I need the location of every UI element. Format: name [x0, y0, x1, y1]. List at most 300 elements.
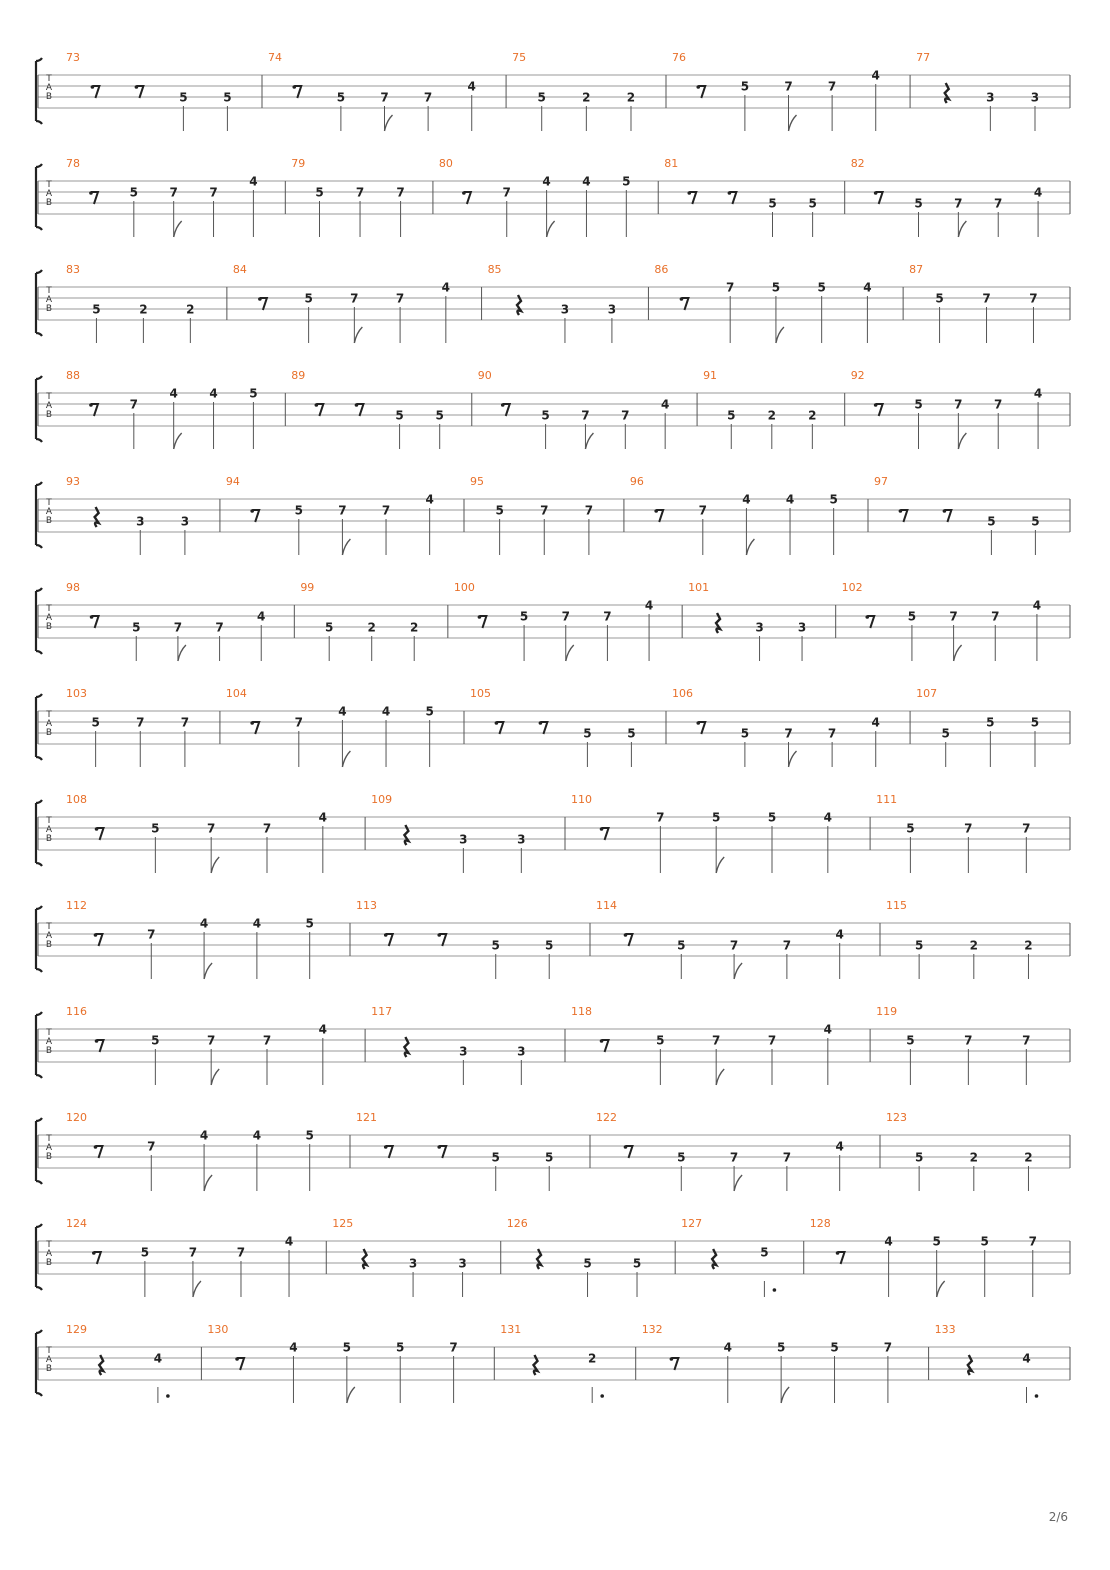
fret-number: 5 [808, 196, 817, 211]
fret-number: 4 [871, 715, 880, 730]
fret-number: 4 [582, 174, 591, 189]
fret-number: 2 [969, 938, 978, 953]
tab-clef-letter: A [45, 1355, 53, 1365]
fret-number: 5 [294, 503, 303, 518]
measure-number: 87 [909, 263, 924, 276]
fret-number: 7 [136, 715, 145, 730]
fret-number: 3 [459, 1044, 468, 1059]
fret-number: 5 [907, 609, 917, 624]
tab-clef-letter: T [46, 604, 52, 614]
fret-number: 5 [914, 397, 923, 412]
eighth-flag [547, 221, 555, 237]
fret-number: 5 [305, 1128, 314, 1143]
tab-clef-letter: B [45, 92, 53, 102]
fret-number: 4 [835, 1139, 844, 1154]
fret-number: 2 [969, 1150, 978, 1165]
eighth-rest-dot [654, 509, 658, 513]
fret-number: 3 [408, 1256, 418, 1271]
fret-number: 2 [582, 90, 591, 105]
eighth-flag [347, 1387, 355, 1403]
fret-number: 5 [830, 1340, 839, 1355]
eighth-flag [937, 1281, 945, 1297]
fret-number: 4 [257, 609, 266, 624]
eighth-rest-dot [91, 85, 95, 89]
fret-number: 7 [726, 280, 735, 295]
tab-clef-letter: T [46, 922, 52, 932]
system-bracket [36, 1012, 42, 1078]
fret-number: 7 [656, 810, 665, 825]
eighth-rest-dot [600, 827, 604, 831]
eighth-rest-dot [899, 509, 903, 513]
tab-clef-letter: T [46, 1134, 52, 1144]
fret-number: 5 [656, 1033, 665, 1048]
measure-number: 86 [654, 263, 669, 276]
fret-number: 5 [435, 408, 444, 423]
fret-number: 7 [380, 90, 389, 105]
measure-number: 133 [934, 1323, 956, 1336]
eighth-flag [776, 327, 784, 343]
tab-clef-letter: T [46, 816, 52, 826]
fret-number: 7 [262, 821, 272, 836]
fret-number: 4 [289, 1340, 298, 1355]
measure-number: 73 [66, 51, 80, 64]
fret-number: 7 [209, 185, 218, 200]
fret-number: 7 [423, 90, 433, 105]
fret-number: 5 [740, 79, 750, 94]
fret-number: 4 [884, 1234, 893, 1249]
fret-number: 5 [632, 1256, 642, 1271]
fret-number: 7 [350, 291, 359, 306]
fret-number: 5 [541, 408, 550, 423]
tab-clef-letter: A [45, 507, 53, 517]
fret-number: 7 [381, 503, 391, 518]
eighth-flag [954, 645, 962, 661]
measure-number: 122 [596, 1111, 617, 1124]
fret-number: 5 [829, 492, 838, 507]
measure-number: 118 [571, 1005, 592, 1018]
eighth-rest-dot [680, 297, 684, 301]
eighth-rest-dot [539, 721, 543, 725]
fret-number: 5 [817, 280, 826, 295]
eighth-flag [211, 1069, 219, 1085]
fret-number: 5 [677, 938, 686, 953]
eighth-flag [342, 751, 350, 767]
eighth-rest-dot [235, 1357, 239, 1361]
fret-number: 7 [396, 185, 405, 200]
eighth-flag [716, 857, 724, 873]
fret-number: 5 [1030, 715, 1040, 730]
fret-number: 5 [491, 938, 500, 953]
eighth-flag [585, 433, 593, 449]
tab-clef-letter: A [45, 401, 53, 411]
fret-number: 7 [1029, 291, 1038, 306]
fret-number: 4 [723, 1340, 732, 1355]
measure-number: 77 [916, 51, 931, 64]
tab-clef-letter: A [45, 295, 53, 305]
measure-number: 109 [371, 793, 393, 806]
measure-number: 99 [300, 581, 315, 594]
fret-number: 7 [964, 821, 973, 836]
fret-number: 7 [954, 196, 963, 211]
eighth-flag [354, 327, 362, 343]
fret-number: 5 [249, 386, 258, 401]
eighth-rest-dot [250, 721, 254, 725]
fret-number: 7 [964, 1033, 973, 1048]
tab-clef-letter: T [46, 1240, 52, 1250]
fret-number: 3 [458, 1256, 467, 1271]
measure-number: 92 [850, 369, 865, 382]
measure-number: 79 [291, 157, 306, 170]
fret-number: 3 [755, 620, 764, 635]
measure-number: 113 [356, 899, 377, 912]
fret-number: 5 [315, 185, 324, 200]
measure-number: 111 [876, 793, 898, 806]
eighth-flag [781, 1387, 789, 1403]
fret-number: 5 [304, 291, 313, 306]
fret-number: 7 [711, 1033, 721, 1048]
system-bracket [36, 588, 42, 654]
fret-number: 5 [914, 1150, 924, 1165]
measure-number: 108 [66, 793, 87, 806]
measure-number: 126 [506, 1217, 528, 1230]
eighth-rest-dot [478, 615, 482, 619]
tab-clef-letter: A [45, 1249, 53, 1259]
eighth-rest-dot [865, 615, 869, 619]
fret-number: 3 [136, 514, 145, 529]
eighth-flag [734, 1175, 742, 1191]
fret-number: 7 [729, 938, 739, 953]
measure-number: 116 [66, 1005, 87, 1018]
fret-number: 5 [491, 1150, 500, 1165]
fret-number: 5 [776, 1340, 786, 1355]
dotted-note-dot [1035, 1394, 1039, 1398]
fret-number: 5 [1031, 514, 1040, 529]
fret-number: 7 [782, 1150, 792, 1165]
fret-number: 5 [727, 408, 736, 423]
fret-number: 5 [906, 1033, 915, 1048]
system-bracket [36, 1330, 42, 1396]
tab-clef-letter: B [45, 1152, 53, 1162]
measure-number: 78 [66, 157, 80, 170]
tab-clef-letter: A [45, 189, 53, 199]
system-bracket [36, 800, 42, 866]
tab-clef-letter: T [46, 74, 52, 84]
eighth-rest-dot [624, 933, 628, 937]
fret-number: 7 [236, 1245, 246, 1260]
fret-number: 5 [132, 620, 141, 635]
fret-number: 5 [740, 726, 750, 741]
tab-clef-letter: T [46, 1346, 52, 1356]
fret-number: 5 [711, 810, 721, 825]
fret-number: 2 [588, 1351, 597, 1366]
eighth-flag [193, 1281, 201, 1297]
fret-number: 7 [827, 79, 837, 94]
fret-number: 7 [784, 79, 793, 94]
fret-number: 4 [318, 810, 328, 825]
fret-number: 7 [215, 620, 224, 635]
tab-clef-letter: T [46, 498, 52, 508]
fret-number: 7 [540, 503, 549, 518]
fret-number: 5 [760, 1245, 769, 1260]
tab-clef-letter: A [45, 825, 53, 835]
fret-number: 7 [1022, 1033, 1031, 1048]
fret-number: 4 [252, 1128, 262, 1143]
measure-number: 105 [470, 687, 491, 700]
measure-number: 98 [66, 581, 80, 594]
fret-number: 2 [139, 302, 148, 317]
fret-number: 3 [560, 302, 570, 317]
measure-number: 115 [886, 899, 907, 912]
eighth-flag [384, 115, 392, 131]
measure-number: 91 [703, 369, 718, 382]
measure-number: 96 [629, 475, 644, 488]
fret-number: 4 [441, 280, 451, 295]
eighth-rest-dot [250, 509, 254, 513]
dotted-note-dot [166, 1394, 170, 1398]
fret-number: 7 [262, 1033, 272, 1048]
fret-number: 7 [355, 185, 365, 200]
fret-number: 7 [767, 1033, 777, 1048]
fret-number: 4 [199, 916, 209, 931]
fret-number: 5 [151, 1033, 160, 1048]
eighth-flag [958, 433, 966, 449]
system-bracket [36, 58, 42, 124]
fret-number: 5 [914, 196, 923, 211]
fret-number: 7 [698, 503, 707, 518]
measure-number: 110 [571, 793, 592, 806]
measure-number: 83 [66, 263, 80, 276]
eighth-rest-dot [836, 1251, 840, 1255]
measure-number: 124 [66, 1217, 87, 1230]
measure-number: 81 [664, 157, 679, 170]
system-bracket [36, 1118, 42, 1184]
fret-number: 7 [502, 185, 511, 200]
measure-number: 102 [841, 581, 863, 594]
fret-number: 7 [338, 503, 347, 518]
fret-number: 7 [603, 609, 612, 624]
fret-number: 4 [425, 492, 434, 507]
eighth-rest-dot [943, 509, 947, 513]
measure-number: 104 [225, 687, 247, 700]
measure-number: 94 [225, 475, 240, 488]
measure-number: 132 [641, 1323, 663, 1336]
fret-number: 4 [823, 810, 833, 825]
fret-number: 4 [742, 492, 751, 507]
fret-number: 4 [338, 704, 347, 719]
eighth-flag [746, 539, 754, 555]
measure-number: 74 [268, 51, 282, 64]
eighth-rest-dot [89, 403, 93, 407]
fret-number: 5 [395, 408, 404, 423]
eighth-rest-dot [258, 297, 262, 301]
fret-number: 7 [147, 927, 156, 942]
fret-number: 5 [305, 916, 314, 931]
measure-number: 127 [681, 1217, 703, 1230]
measure-number: 119 [876, 1005, 898, 1018]
fret-number: 5 [622, 174, 631, 189]
measure-number: 114 [596, 899, 617, 912]
fret-number: 4 [660, 397, 670, 412]
fret-number: 7 [994, 196, 1003, 211]
eighth-rest-dot [728, 191, 732, 195]
eighth-rest-dot [696, 721, 700, 725]
measure-number: 75 [512, 51, 527, 64]
fret-number: 3 [607, 302, 617, 317]
dotted-note-dot [600, 1394, 604, 1398]
eighth-rest-dot [384, 933, 388, 937]
eighth-rest-dot [92, 1251, 96, 1255]
fret-number: 4 [381, 704, 391, 719]
fret-number: 5 [935, 291, 944, 306]
fret-number: 4 [1022, 1351, 1031, 1366]
fret-number: 4 [284, 1234, 294, 1249]
fret-number: 4 [835, 927, 844, 942]
eighth-rest-dot [94, 1145, 98, 1149]
eighth-rest-dot [462, 191, 466, 195]
fret-number: 4 [1032, 598, 1042, 613]
fret-number: 5 [980, 1234, 989, 1249]
measure-number: 100 [453, 581, 475, 594]
measure-number: 128 [809, 1217, 831, 1230]
measure-number: 85 [487, 263, 502, 276]
measure-number: 82 [850, 157, 865, 170]
measure-number: 103 [66, 687, 87, 700]
fret-number: 7 [147, 1139, 156, 1154]
eighth-rest-dot [687, 191, 691, 195]
tab-clef-letter: B [45, 516, 53, 526]
eighth-rest-dot [437, 933, 441, 937]
fret-number: 5 [941, 726, 950, 741]
system-bracket [36, 694, 42, 760]
tab-clef-letter: B [45, 1258, 53, 1268]
fret-number: 5 [932, 1234, 941, 1249]
eighth-flag [566, 645, 574, 661]
fret-number: 4 [318, 1022, 328, 1037]
fret-number: 4 [1033, 386, 1043, 401]
eighth-flag [958, 221, 966, 237]
measure-number: 107 [916, 687, 938, 700]
fret-number: 7 [449, 1340, 458, 1355]
fret-number: 5 [767, 810, 777, 825]
fret-number: 2 [186, 302, 195, 317]
eighth-rest-dot [600, 1039, 604, 1043]
fret-number: 7 [994, 397, 1003, 412]
fret-number: 5 [677, 1150, 686, 1165]
eighth-rest-dot [135, 85, 139, 89]
eighth-flag [178, 645, 186, 661]
fret-number: 7 [782, 938, 792, 953]
fret-number: 5 [771, 280, 781, 295]
fret-number: 7 [180, 715, 190, 730]
fret-number: 7 [1028, 1234, 1037, 1249]
fret-number: 2 [410, 620, 419, 635]
fret-number: 7 [729, 1150, 739, 1165]
fret-number: 7 [949, 609, 958, 624]
fret-number: 5 [545, 938, 554, 953]
fret-number: 7 [1022, 821, 1031, 836]
tab-clef-letter: T [46, 392, 52, 402]
fret-number: 4 [542, 174, 551, 189]
tab-clef-letter: B [45, 1046, 53, 1056]
measure-number: 131 [500, 1323, 522, 1336]
fret-number: 7 [827, 726, 837, 741]
fret-number: 2 [1024, 1150, 1033, 1165]
measure-number: 117 [371, 1005, 393, 1018]
fret-number: 4 [1033, 185, 1043, 200]
fret-number: 3 [459, 832, 468, 847]
eighth-flag [734, 963, 742, 979]
fret-number: 3 [180, 514, 190, 529]
fret-number: 5 [342, 1340, 352, 1355]
fret-number: 2 [626, 90, 636, 105]
measure-number: 129 [66, 1323, 87, 1336]
fret-number: 7 [169, 185, 178, 200]
eighth-flag [211, 857, 219, 873]
fret-number: 4 [199, 1128, 209, 1143]
measure-number: 112 [66, 899, 87, 912]
measure-number: 80 [438, 157, 453, 170]
fret-number: 5 [129, 185, 138, 200]
tab-clef-letter: T [46, 1028, 52, 1038]
fret-number: 7 [561, 609, 570, 624]
fret-number: 5 [906, 821, 915, 836]
fret-number: 3 [517, 1044, 526, 1059]
measure-number: 106 [672, 687, 693, 700]
fret-number: 3 [1030, 90, 1040, 105]
fret-number: 2 [1024, 938, 1033, 953]
eighth-flag [204, 1175, 212, 1191]
fret-number: 7 [784, 726, 793, 741]
measure-number: 120 [66, 1111, 87, 1124]
tab-clef-letter: A [45, 719, 53, 729]
fret-number: 7 [129, 397, 138, 412]
fret-number: 5 [92, 302, 101, 317]
system-bracket [36, 376, 42, 442]
tab-clef-letter: B [45, 198, 53, 208]
eighth-rest-dot [670, 1357, 674, 1361]
eighth-rest-dot [696, 85, 700, 89]
fret-number: 5 [140, 1245, 150, 1260]
tab-clef-letter: B [45, 622, 53, 632]
measure-number: 123 [886, 1111, 907, 1124]
fret-number: 5 [986, 715, 995, 730]
measure-number: 101 [688, 581, 710, 594]
measure-number: 97 [874, 475, 888, 488]
measure-number: 84 [232, 263, 247, 276]
fret-number: 2 [367, 620, 376, 635]
measure-number: 130 [207, 1323, 229, 1336]
fret-number: 7 [991, 609, 1000, 624]
fret-number: 5 [537, 90, 546, 105]
measure-number: 88 [66, 369, 80, 382]
fret-number: 4 [785, 492, 795, 507]
fret-number: 4 [249, 174, 258, 189]
fret-number: 5 [396, 1340, 405, 1355]
fret-number: 7 [206, 1033, 216, 1048]
fret-number: 3 [797, 620, 807, 635]
tab-clef-letter: T [46, 180, 52, 190]
fret-number: 5 [151, 821, 160, 836]
eighth-rest-dot [95, 827, 99, 831]
dotted-note-dot [773, 1288, 777, 1292]
fret-number: 7 [395, 291, 405, 306]
fret-number: 3 [986, 90, 995, 105]
tab-clef-letter: B [45, 410, 53, 420]
fret-number: 4 [863, 280, 872, 295]
fret-number: 3 [517, 832, 526, 847]
fret-number: 5 [987, 514, 996, 529]
tab-clef-letter: B [45, 834, 53, 844]
